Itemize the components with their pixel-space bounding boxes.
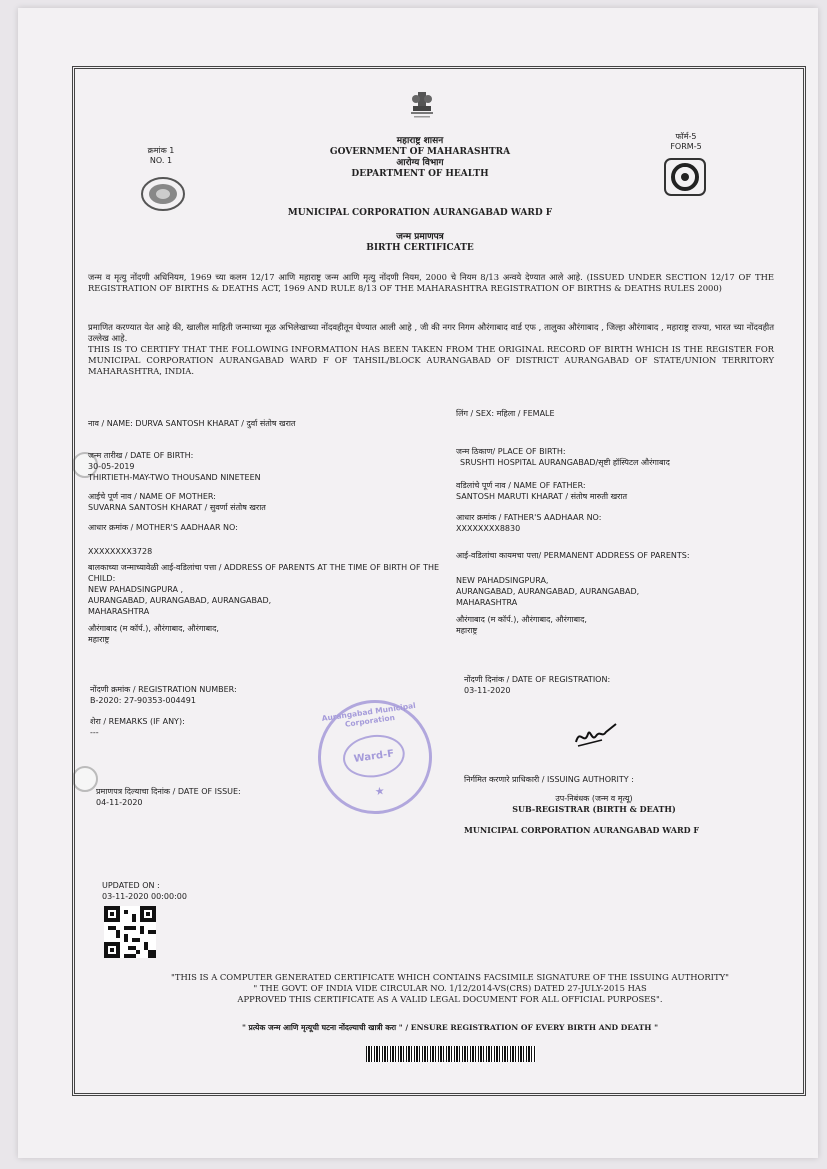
- name-label: नाव / NAME:: [88, 419, 133, 428]
- stamp-ring-text: Aurangabad Municipal Corporation: [321, 700, 417, 729]
- birth-address-line: NEW PAHADSINGPURA ,: [88, 585, 184, 594]
- registration-number-label: नोंदणी क्रमांक / REGISTRATION NUMBER:: [90, 685, 237, 694]
- issuing-authority-title: SUB-REGISTRAR (BIRTH & DEATH): [512, 804, 676, 814]
- issued-under-paragraph: जन्म व मृत्यु नोंदणी अधिनियम, 1969 च्या कलम 12/17 आणि महाराष्ट्र जन्म आणि मृत्यु नोंदणी नियम, 2000 चे नियम 8/13 अन्वये देण्यात आले आहे. (ISSUED UNDER SECTION 12/17 OF THE REGISTRATION OF BIRTHS & DEATHS ACT, 1969 AND RULE 8/13 OF THE MAHARASHTRA REGISTRATION OF BIRTHS & DEATHS RULES 2000): [88, 272, 774, 293]
- mother-aadhaar-value: XXXXXXXX3728: [88, 547, 153, 556]
- issuing-authority-corporation: MUNICIPAL CORPORATION AURANGABAD WARD F: [464, 825, 700, 835]
- place-of-birth-value: SRUSHTI HOSPITAL AURANGABAD/सृष्टी हॉस्पिटल औरंगाबाद: [460, 458, 670, 467]
- permanent-address-mr-line: महाराष्ट्र: [456, 626, 478, 635]
- father-name-label: वडिलांचे पूर्ण नाव / NAME OF FATHER:: [456, 481, 586, 490]
- remarks-value: ---: [90, 728, 99, 737]
- dept-title-mr: आरोग्य विभाग: [396, 158, 444, 168]
- updated-on-label: UPDATED ON :: [102, 881, 160, 890]
- stamp-center-text: Ward-F: [340, 731, 407, 781]
- certificate-title-en: BIRTH CERTIFICATE: [366, 243, 474, 253]
- certify-paragraph-mr: प्रमाणित करण्यात येत आहे की, खालील माहिती जन्माच्या मूळ अभिलेखाच्या नोंदवहीतून घेण्यात आली आहे , जी की नगर निगम औरंगाबाद वार्ड एफ , तालुका औरंगाबाद , जिल्हा औरंगाबाद , महाराष्ट्र राज्या, भारत च्या नोंदवहीत उल्लेख आहे.: [88, 322, 774, 343]
- birth-address-mr-line: महाराष्ट्र: [88, 635, 110, 644]
- permanent-address-line: MAHARASHTRA: [456, 598, 518, 607]
- birth-address-line: AURANGABAD, AURANGABAD, AURANGABAD,: [88, 596, 272, 605]
- dept-title-en: DEPARTMENT OF HEALTH: [351, 169, 489, 179]
- father-aadhaar-value: XXXXXXXX8830: [456, 524, 521, 533]
- place-of-birth-label: जन्म ठिकाण/ PLACE OF BIRTH:: [456, 447, 566, 456]
- name-value: DURVA SANTOSH KHARAT / दुर्वा संतोष खरात: [135, 419, 296, 428]
- date-of-issue-label: प्रमाणपत्र दिल्याचा दिनांक / DATE OF ISSUE:: [96, 787, 241, 796]
- mother-aadhaar-label: आधार क्रमांक / MOTHER'S AADHAAR NO:: [88, 523, 238, 532]
- number-label-en: NO. 1: [149, 156, 173, 165]
- dob-value: 30-05-2019: [88, 462, 135, 471]
- corporation-title: MUNICIPAL CORPORATION AURANGABAD WARD F: [287, 208, 553, 218]
- health-logo-icon: [664, 158, 706, 196]
- issuing-authority-mr: उप-निबंधक (जन्म व मृत्यू): [555, 794, 633, 803]
- sex-label: लिंग / SEX:: [456, 409, 495, 418]
- signature-icon: [572, 720, 618, 752]
- mother-name-value: SUVARNA SANTOSH KHARAT / सुवर्णा संतोष खरात: [88, 503, 266, 512]
- sex-value: महिला / FEMALE: [496, 409, 555, 418]
- certificate-title-mr: जन्म प्रमाणपत्र: [396, 232, 444, 242]
- footer-note: " THE GOVT. OF INDIA VIDE CIRCULAR NO. 1/12/2014-VS(CRS) DATED 27-JULY-2015 HAS: [253, 983, 647, 993]
- footer-note: "THIS IS A COMPUTER GENERATED CERTIFICATE WHICH CONTAINS FACSIMILE SIGNATURE OF THE ISSUING AUTHORITY": [171, 972, 729, 982]
- permanent-address-line: AURANGABAD, AURANGABAD, AURANGABAD,: [456, 587, 640, 596]
- certify-paragraph-en: THIS IS TO CERTIFY THAT THE FOLLOWING INFORMATION HAS BEEN TAKEN FROM THE ORIGINAL RECORD OF BIRTH WHICH IS THE REGISTER FOR MUNICIPAL CORPORATION AURANGABAD WARD F OF TAHSIL/BLOCK AURANGABAD OF DISTRICT AURANGABAD OF STATE/UNION TERRITORY MAHARASHTRA, INDIA.: [88, 344, 774, 376]
- birth-address-mr-line: औरंगाबाद (म कॉर्प.), औरंगाबाद, औरंगाबाद,: [88, 624, 219, 633]
- registration-number-value: B-2020: 27-90353-004491: [90, 696, 196, 705]
- birth-address-label: बालकाच्या जन्माच्यावेळी आई-वडिलांचा पत्ता / ADDRESS OF PARENTS AT THE TIME OF BIRTH OF THE CHILD:: [88, 563, 440, 583]
- barcode-icon: [366, 1046, 536, 1062]
- remarks-label: शेरा / REMARKS (IF ANY):: [90, 717, 185, 726]
- star-icon: ★: [374, 784, 386, 799]
- govt-title-en: GOVERNMENT OF MAHARASHTRA: [329, 147, 511, 157]
- birth-address-line: MAHARASHTRA: [88, 607, 150, 616]
- permanent-address-line: NEW PAHADSINGPURA,: [456, 576, 549, 585]
- number-label-mr: क्रमांक 1: [147, 146, 175, 155]
- father-aadhaar-label: आधार क्रमांक / FATHER'S AADHAAR NO:: [456, 513, 602, 522]
- registration-slogan: " प्रत्येक जन्म आणि मृत्यूची घटना नोंदल्याची खात्री करा " / ENSURE REGISTRATION OF EVERY BIRTH AND DEATH ": [241, 1023, 659, 1032]
- issuing-authority-label: निर्गमित करणारे प्राधिकारी / ISSUING AUTHORITY :: [464, 775, 634, 784]
- father-name-value: SANTOSH MARUTI KHARAT / संतोष मारुती खरात: [456, 492, 628, 501]
- dob-label: जन्म तारीख / DATE OF BIRTH:: [88, 451, 194, 460]
- updated-on-value: 03-11-2020 00:00:00: [102, 892, 187, 901]
- footer-note: APPROVED THIS CERTIFICATE AS A VALID LEGAL DOCUMENT FOR ALL OFFICIAL PURPOSES".: [237, 994, 663, 1004]
- form-label-mr: फॉर्म-5: [675, 132, 697, 141]
- form-label-en: FORM-5: [670, 142, 702, 151]
- govt-title-mr: महाराष्ट्र शासन: [396, 136, 444, 146]
- ashoka-emblem-icon: [408, 90, 436, 120]
- registration-date-value: 03-11-2020: [464, 686, 511, 695]
- state-seal-icon: [140, 176, 186, 212]
- registration-date-label: नोंदणी दिनांक / DATE OF REGISTRATION:: [464, 675, 611, 684]
- qr-code-icon: [104, 906, 156, 958]
- date-of-issue-value: 04-11-2020: [96, 798, 143, 807]
- dob-words: THIRTIETH-MAY-TWO THOUSAND NINETEEN: [88, 473, 261, 482]
- permanent-address-mr-line: औरंगाबाद (म कॉर्प.), औरंगाबाद, औरंगाबाद,: [456, 615, 587, 624]
- permanent-address-label: आई-वडिलांचा कायमचा पत्ता/ PERMANENT ADDRESS OF PARENTS:: [456, 551, 690, 560]
- mother-name-label: आईचे पूर्ण नाव / NAME OF MOTHER:: [88, 492, 216, 501]
